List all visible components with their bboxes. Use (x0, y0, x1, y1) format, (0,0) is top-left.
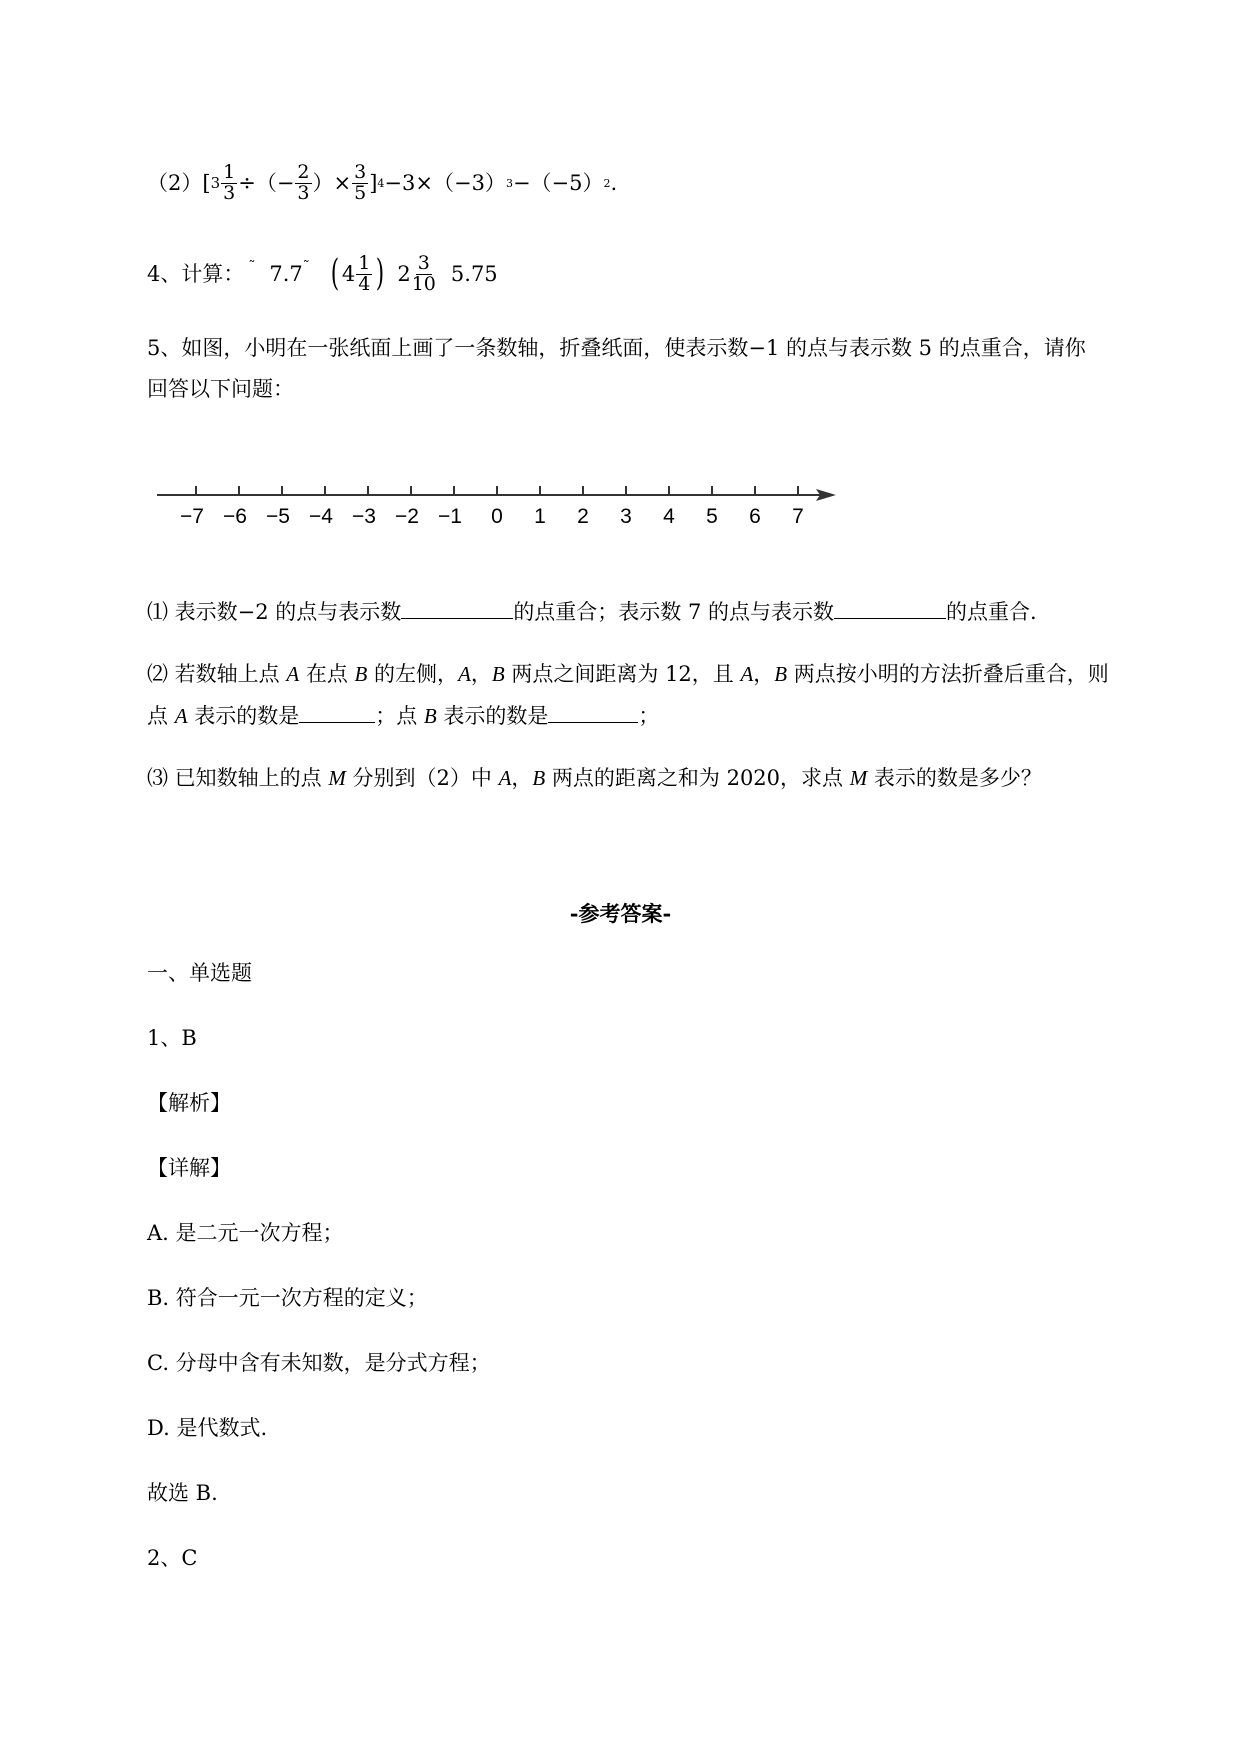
q4-fraction-1: $\frac{1}{4}$ (358, 252, 371, 295)
answer-1: 1、B (147, 1026, 197, 1050)
axis-tick-label: 0 (491, 505, 503, 528)
q4-value-1: 7.7 (269, 261, 303, 286)
option-c-explanation: C. 分母中含有未知数，是分式方程； (147, 1351, 491, 1375)
sub3-text-c: 两点的距离之和为 2020，求点 (545, 766, 850, 790)
sub1-text-b: 的点重合；表示数 7 的点与表示数 (513, 600, 835, 624)
sub2-text-f: 两点按小明的方法折叠后重合，则 (787, 662, 1109, 686)
bracket-open: [ (202, 170, 211, 195)
sub2-text-e: 两点之间距离为 12，且 (504, 662, 741, 686)
question-prev-part-2 (147, 163, 617, 204)
axis-tick-label: −5 (266, 505, 290, 528)
exponent-4: 4 (377, 176, 385, 190)
section-title: 一、单选题 (147, 961, 252, 985)
var-b: B (354, 662, 368, 686)
axis-tick-label: 4 (663, 505, 675, 528)
part-label: （2） (147, 170, 203, 195)
sub-question-2-line-2 (147, 704, 659, 727)
sub-question-3 (147, 768, 1042, 789)
axis-tick-label: 1 (534, 505, 546, 528)
axis-tick-label: 6 (749, 505, 761, 528)
question-5-line-2: 回答以下问题： (147, 377, 294, 401)
sub2-text-d: ， (753, 662, 775, 686)
axis-tick-label: 7 (792, 505, 804, 528)
var-a: A (740, 662, 754, 686)
q4-paren-open: ( (330, 253, 340, 295)
sub2-text-i: ；点 (375, 704, 424, 728)
axis-tick-label: −6 (223, 505, 247, 528)
sub2-text-j: 表示的数是 (436, 704, 549, 728)
answers-heading: -参考答案- (569, 901, 672, 926)
sub1-text-c: 的点重合. (946, 600, 1037, 624)
sub2-text-h: 表示的数是 (187, 704, 300, 728)
axis-tick-label: −4 (309, 505, 333, 528)
sub2-text-c: 的左侧， (367, 662, 459, 686)
q4-tilde-2: ˜ (302, 259, 310, 276)
mixed-whole: 3 (210, 173, 221, 192)
sub2-text-k: ； (638, 704, 660, 728)
q4-value-3: 5.75 (450, 261, 498, 286)
var-b: B (423, 704, 437, 728)
sub2-text-g: 点 (147, 704, 175, 728)
fraction-2: $\frac{2}{3}$ (297, 161, 310, 204)
var-b: B (532, 766, 546, 790)
detail-label: 【详解】 (147, 1156, 231, 1180)
option-a-explanation: A. 是二元一次方程； (147, 1221, 344, 1245)
sub2-text-b: 在点 (299, 662, 355, 686)
var-b: B (774, 662, 788, 686)
q4-whole-1: 4 (341, 261, 356, 286)
var-a: A (458, 662, 471, 686)
var-m: M (328, 766, 346, 790)
sub-question-1 (147, 600, 1037, 623)
conclusion: 故选 B. (147, 1481, 218, 1505)
fraction-3: $\frac{3}{5}$ (354, 161, 367, 204)
axis-tick-label: 2 (577, 505, 589, 528)
question-4 (147, 254, 498, 295)
var-b: B (491, 662, 505, 686)
divide-text: ÷（− (238, 170, 295, 195)
answer-blank-4[interactable] (548, 704, 638, 723)
axis-tick-label: −1 (438, 505, 462, 528)
fraction-1: $\frac{1}{3}$ (223, 161, 236, 204)
axis-tick-label: 5 (706, 505, 718, 528)
exponent-3: 3 (505, 176, 513, 190)
var-m: M (849, 766, 868, 790)
var-a: A (286, 662, 300, 686)
sub3-text-d: 表示的数是多少？ (867, 766, 1042, 790)
analysis-label: 【解析】 (147, 1091, 231, 1115)
answer-blank-1[interactable] (401, 600, 513, 619)
sub1-text-a: ⑴ 表示数−2 的点与表示数 (147, 600, 402, 624)
sub2-text-a: ⑵ 若数轴上点 (147, 662, 287, 686)
q4-paren-close: ) (376, 253, 385, 295)
sub-question-2-line-1 (147, 664, 1109, 685)
expr-end: . (610, 170, 618, 195)
q4-label: 4、计算： (147, 261, 245, 286)
sub3-text-a: ⑶ 已知数轴上的点 (147, 766, 329, 790)
answer-2: 2、C (147, 1546, 198, 1570)
q4-fraction-2: $\frac{3}{10}$ (411, 252, 436, 295)
q4-whole-2: 2 (397, 261, 411, 286)
question-5-line-1: 5、如图，小明在一张纸面上画了一条数轴，折叠纸面，使表示数−1 的点与表示数 5 的点重合，请你 (147, 336, 1086, 360)
option-d-explanation: D. 是代数式. (147, 1416, 268, 1440)
var-a: A (174, 704, 188, 728)
sub3-text-b: 分别到（2）中 (345, 766, 499, 790)
expr-rest-2: −（−5） (512, 170, 604, 195)
number-line-ticks (196, 486, 798, 495)
axis-tick-label: −2 (395, 505, 419, 528)
axis-tick-label: −7 (180, 505, 204, 528)
sub2-text-d: ， (470, 662, 492, 686)
option-b-explanation: B. 符合一元一次方程的定义； (147, 1286, 428, 1310)
times-text: ）× (312, 170, 352, 195)
bracket-close: ] (369, 170, 378, 195)
q4-tilde-1: ˜ (248, 259, 256, 276)
number-line-labels (0, 505, 1241, 535)
answer-blank-2[interactable] (834, 600, 946, 619)
expr-rest-1: −3×（−3） (384, 170, 506, 195)
var-a: A (498, 766, 512, 790)
axis-tick-label: 3 (620, 505, 632, 528)
axis-tick-label: −3 (352, 505, 376, 528)
sub3-comma: ， (511, 766, 533, 790)
answer-blank-3[interactable] (299, 704, 375, 723)
exponent-2: 2 (603, 176, 611, 190)
